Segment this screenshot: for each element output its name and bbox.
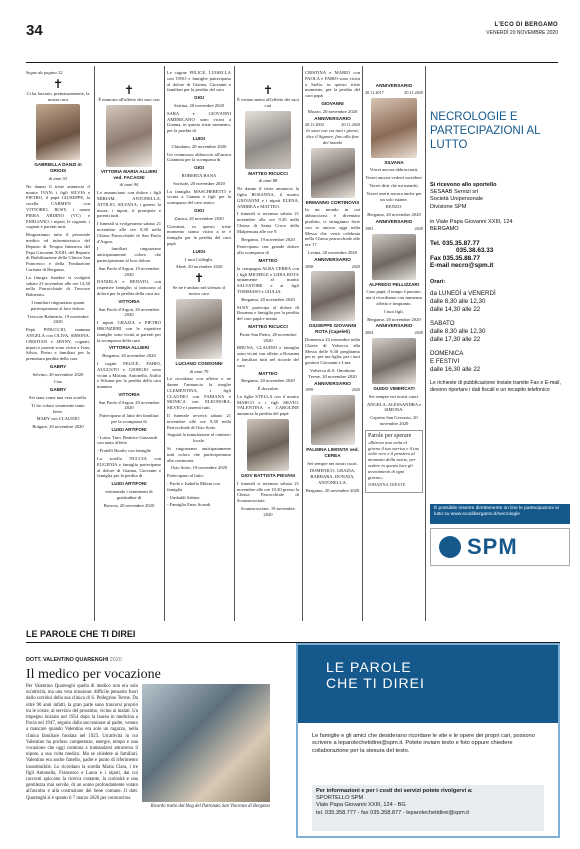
article-author: DOTT. VALENTINO QUARENGHI 2020: [26, 657, 122, 663]
section-heading: LE PAROLE CHE TI DIREI: [26, 629, 560, 643]
portrait-photo: [311, 271, 355, 321]
column-divider: [425, 66, 426, 621]
contact-line[interactable]: tel. 035.358.777 - fax 035.358.877 - leparolechetidirei@spm.it: [316, 809, 470, 816]
phone-number[interactable]: Tel. 035.35.87.77: [430, 240, 480, 248]
portrait-photo: [311, 395, 355, 445]
issue-date: VENERDÌ 20 NOVEMBRE 2020: [486, 30, 558, 36]
cross-icon: ✝: [52, 76, 64, 91]
deceased-name: GABRIELLA DANZI in GRIGIS: [34, 162, 82, 174]
obituary-column-4: ✝ È venuto meno all'affetto dei suoi cari MATTEO RICUCCI di anni 88 Ne danno il triste annuncio la figlia ROSANNA, il marito GIOVANNI e i nipoti ELENA, ANDREA e MATTEO. I funerali si terranno sabato 21 novembre alle ore 9,30 nella Chiesa di Santa Croce della Malpensata alle ore 9. Bergamo, 19 novembre 2020 Partecipano con grande dolore alla scomparsa di MATTEO la compagna ALBA CERRA con i figli MICHELE e LIDIA ROTA unitamente al marito SALVATORE e ai figli TOMMASO e GIULIA. Bergamo, 20 novembre 2020 SUSY partecipa al dolore di Rosanna e famiglia per la perdita del caro papà e nonno MATTEO RICUCCI Ponte San Pietro, 20 novembre 2020 BRUNA, CLAUDIO e famiglia sono vicini con affetto a Rosanna e familiari tutti nel ricordo del caro MATTEO Bergamo, 20 novembre 2020 È deceduto La figlia STELLA con il marito MARCO e i figli SILVIO, VALENTINA e CAROLINE annuncia la perdita del papà GIOV BATTISTA PIEVANI I funerali si terranno sabato 21 novembre alle ore 10,30 presso la Chiesa Parrocchiale di Scanzorosciate. Scanzorosciate, 19 novembre 2020: [237, 84, 299, 517]
obituary-column-5: CRISTINA e MARIO con PAOLA e FABIO sono vicini a Stella, in questo triste momento, per la perdita del caro papà GIOVANNI Mozzo, 20 novembre 2020 ANNIVERSARIO 20.11.2004 20.11.2020 Io sono con voi tutti i giorni, dice il Signore, fino alla fine del mondo ERMANNO CORTINOVIS In un mondo in cui abbracciarsi è diventato proibito, ci stringiamo forte con te ancora oggi nella Messa che verrà celebrata nella Chiesa parrocchiale alle ore 17. Lesina, 20 novembre 2020 ANNIVERSARIO 2008 2020 GIUSEPPE GIOVANNI ROTA (Capeleti) Domenica 22 novembre nella Chiesa di Valsecca alla Messa delle 9,30 preghiamo per te, per tua figlia, per i tuoi genitori Giovanni e Lina. Valsecca di S. Omobono Terme, 20 novembre 2020 ANNIVERSARIO 1999 2020 PALMINA LIMONTA ved. CEREA Sei sempre nei nostri cuori. DOMENICO, GRAZIA, BARBARA, DONATA, ANTONELLA. Bergamo, 20 novembre 2020: [305, 70, 360, 493]
necrologie-info: Si ricevono allo sportello SESAAB Servizi srl Società Unipersonale Divisione SPM in Viale Papa Giovanni XXIII, 124 BERGAMO Tel. 035.35.87.77 035.38.63.33 Fax 035.35.88.77 E-mail necro@spm.it Orari: da LUNEDÌ a VENERDÌ dalle 8,30 alle 12,30 dalle 14,30 alle 22 SABATO dalle 8,30 alle 12,30 dalle 17,30 alle 22 DOMENICA E FESTIVI dalle 16,30 alle 22 Le richieste di pubblicazione inviate tramite Fax e E-mail, devono riportare i dati fiscali e un recapito telefonico: [430, 182, 565, 393]
obituary-column-3: Le cugine FELICE, LUISELLA con TINO e famiglie partecipano al dolore di Gianna, Giovanni e familiari per la perdita del caro GIGI Sotrina, 20 novembre 2020 SARA e GIOVANNI AMERICANO sono vicini a Gianna, in questo triste momento, per la perdita di LUIGI Chiuduno, 20 novembre 2020 Un commosso abbraccio all'amica Giannina per la scomparsa di GIGI ROBERTA BANA Sorisole, 20 novembre 2020 La famiglia MASCHERETTI è vicina a Gianna e figli per la scomparsa del caro amico GIGI Zanica, 20 novembre 2020 Giovanni, in questo triste momento siamo vicini a te e famiglia per la perdita del caro papà LUIGI I tuoi Colleghi. Almè, 20 novembre 2020 ✝ Se ne è andato nel silenzio il nostro caro LUCIANO CONSONNI di anni 79 Lo ricordano con affetto e ne danno l'annuncio la moglie CLEMENTINA, i figli CLAUDIO con FABIANA e MONICA con ELEONORA, SILVIO e i parenti tutti. Il funerale avverrà sabato 21 novembre alle ore 9,30 nella Parrocchiale di Osio Sotto. Seguirà la tumulazione al cimitero locale. Si ringraziano anticipatamente tutti coloro che parteciperanno alla cerimonia. Osio Sotto, 19 novembre 2020 Partecipano al lutto: - Paolo e Isabella Milani con famiglia - Umbaldi Sabina - Famiglia Enzo Scandi: [167, 70, 231, 508]
fax-number: Fax 035.35.88.77: [430, 254, 481, 262]
portrait-photo: [311, 148, 355, 198]
page-header: [26, 22, 558, 63]
portrait-photo: [245, 111, 291, 169]
cross-icon: ✝: [262, 84, 274, 97]
article-title: Il medico per vocazione: [26, 667, 161, 682]
portrait-photo: [176, 299, 222, 359]
page-number: 34: [26, 22, 43, 39]
email-link[interactable]: E-mail necro@spm.it: [430, 261, 494, 269]
portrait-photo: [106, 105, 152, 167]
photo-caption: Ricordo tratto dal blog del Patronato San Vincenzo di Bergamo: [150, 804, 270, 809]
masthead: L'ECO DI BERGAMO: [494, 22, 558, 28]
deceased-name: MATTEO RICUCCI: [248, 170, 288, 176]
deceased-name: GIOV BATTISTA PIEVANI: [241, 473, 295, 479]
article-body: Per Valentino Quarenghi quella di medico non era solo un'attività, ma una vera missione: difficile pensarlo fuori dallo corridoi della sua clinica di S. Pellegrino Terme. Da oltre 90 anni infatti, la gran parte sono trascorsi proprio tra le corsie, al servizio del prossimo, vicino ai malati. Un impegno iniziato nel 1954 dopo la laurea in medicina a Pavia nel 1947, seguito dalla successione al padre, venuto a mancare quando Valentino era solo un ragazzo, nella clinica familiare fondata nel 1923. Un'attività in cui Valentino ha profuso competenze, energie, tempo e una vocazione che oggi continua a tramandarsi attraverso il nipote, a sua volta medico. Ma se chiedete ai familiari, Valentino era anche fratello, padre e punto di riferimento insostituibile. Lo ricordano la sorella Maria Clara, i tre figli Antonella, Francesco e Laura e i nipoti, dai cui racconti spiccano la ricerca costante, la curiosità e una gentilezza mai servile, di un uomo profondamente votato all'ascolto e alla costruzione del bene comune. Il dott. Quarenghi si è spento il 7 marzo 2020 per coronavirus.: [26, 684, 138, 801]
column-divider: [362, 66, 363, 621]
portrait-photo: [247, 419, 289, 471]
online-notice-bar[interactable]: È possibile inserire direttamente on line le partecipazioni al lutto su www.ecodibergamo.it/necrologie: [430, 504, 570, 524]
parole-per-sperare-title: Parole per sperare: [368, 432, 412, 439]
phone-number-2[interactable]: 035.38.63.33: [456, 247, 494, 255]
deceased-name: VITTORIA MARIA ALLIERI ved. FACAGNI: [100, 168, 158, 180]
portrait-photo: [372, 338, 416, 384]
obituary-column-2: ✝ È mancata all'affetto dei suoi cari VITTORIA MARIA ALLIERI ved. FACAGNI di anni 90 Lo annunciano con dolore i figli MIRIAM, ANTONELLA, ATTILIO, SILVANA; i generi, la nuora, i nipoti, il pronipote e parenti tutti. I funerali si svolgeranno sabato 21 novembre alle ore 9,30 nella Chiesa Parrocchiale di San Paolo d'Argon. I familiari ringraziano anticipatamente coloro che parteciperanno al loro dolore. San Paolo d'Argon, 19 novembre 2020 DANIELA e RENATO, con rispettive famiglie, si uniscono al dolore per la perdita della cara zia VITTORIA San Paolo d'Argon, 20 novembre 2020 I nipoti GRAZIA e PIETRO BRONZIERI con le rispettive famiglie sono vicini ai parenti per la scomparsa della cara VITTORIA ALLIERI Bergamo, 20 novembre 2020 I cugini FELICE, FABIO, AUGUSTO e GIORGIO sono vicini a Miriam, Antonella, Attilio e Silvana per la perdita della cara mamma VITTORIA San Paolo d'Argon, 20 novembre 2020 Partecipano al lutto dei familiari per la scomparsa di LUIGI ARTIFONI - Luisa, Tino, Beatrice Guizzardi con tanto affetto - Fratelli Bonfio con famiglie La sorella NUCCIA con EUGENIA e famiglia partecipano al dolore di Gianna, Giovanni e famiglia per la perdita di LUIGI ARTIFONI esternando i sentimenti di gratitudine di Brescia, 20 novembre 2020: [97, 84, 161, 508]
necrologie-title: NECROLOGIE E PARTECIPAZIONI AL LUTTO: [430, 111, 541, 151]
column-divider: [302, 66, 303, 621]
column-divider: [164, 66, 165, 621]
column-divider: [94, 66, 95, 621]
cross-icon: ✝: [193, 271, 205, 286]
portrait-photo: [371, 98, 417, 158]
spm-logo: SPM: [430, 528, 570, 566]
portrait-photo: [372, 234, 416, 280]
le-parole-box-text: Le famiglie e gli amici che desiderano ricordare le vite e le opere dei propri cari, possono scrivere a leparolechetidirei@spm.it. Potete inviare testo e foto oppure chiedere collaborazione per la stesura del testo.: [312, 733, 535, 754]
le-parole-box-title: LE PAROLE CHE TI DIREI: [326, 659, 425, 691]
le-parole-info: Per informazioni e per i costi dei servizi potete rivolgervi a: SPORTELLO SPM Viale Papa Giovanni XXIII, 124 - BG tel. 035.358.777 - fax 035.358.877 - leparolechetidirei@spm.it: [312, 785, 544, 831]
obituary-column-1: Segue da pagina 32 ✝ Ci ha lasciato, prematuramente, la nostra cara GABRIELLA DANZI in GRIGIS di anni 53 Ne danno il triste annuncio il marito IVAN; i figli SILVIA e PIETRO, il papà GIUSEPPE, la sorella CARMEN con VITTORIO, ROSY, i nonni PIERA ARDINO (VC) e EMILIANO, i nipoti, le cognate, i cognati e parenti tutti. Ringraziamo tutto il personale medico ed infermieristico del Reparto di Terapia Intensiva del Papa Giovanni XXIII, del Reparto di Riabilitazione della Clinica San Francesco e della Fondazione Carisma di Bergamo. La liturgia funebre si svolgerà sabato 21 novembre alle ore 14,30 nella Parrocchiale di Trescore Balneario. I familiari ringraziano quanti parteciperanno al loro dolore. Trescore Balneario, 19 novembre 2020 Papà PINUCCIO, mamma ANGELA con OLIVA, SIMONA, CRISTIAN e JENNY, cognati, nipoti e parenti sono vicini a Ivan, Silvia, Pietro e familiari per la prematura perdita della cara GABRY Selvino, 20 novembre 2020 Ciao GABRY Sei stata come una vera sorella. Ti ho voluto veramente tanto bene. MARY con CLAUDIO Bolgare, 20 novembre 2020: [26, 70, 90, 430]
le-parole-box-header: [298, 645, 558, 723]
column-divider: [234, 66, 235, 621]
portrait-photo: [36, 104, 80, 160]
obituary-column-6: ANNIVERSARIO 20.11.2017 20.11.2020 SILVANA Vorrei ancora abbracciarti. Vorrei ancora vederti sorridere. Vorrei dirti che mi manchi. Vorrei averti ancora anche per un solo istante. RENZO. Bergamo, 20 novembre 2020 ANNIVERSARIO 1981 2020 ALFREDO PELLIZZARI Caro papà, il tempo è passato, ma ti ricordiamo con immenso affetto e rimpianto. I tuoi figli. Bergamo, 20 novembre 2020 ANNIVERSARIO 2003 2020 GUIDO VIMERCATI Sei sempre nei nostri cuori. ANGELA, ALESSANDRA e SIMONA. Caprino San Gervasio, 20 novembre 2020 Parole per sperare «Ritrovo una volta al giorno il tuo sorriso e il tuo volto vero e il pensiero al momento della morte, per vedere in questa luce gli avvenimenti di ogni giorno». JOHANNA DIESTE: [365, 84, 423, 622]
deceased-name: LUCIANO CONSONNI: [175, 360, 223, 366]
cross-icon: ✝: [123, 84, 135, 97]
continued-note: Segue da pagina 32: [26, 70, 63, 75]
article-photo: [142, 684, 270, 802]
spm-logo-mark: [439, 536, 461, 558]
le-parole-box: [296, 643, 560, 838]
